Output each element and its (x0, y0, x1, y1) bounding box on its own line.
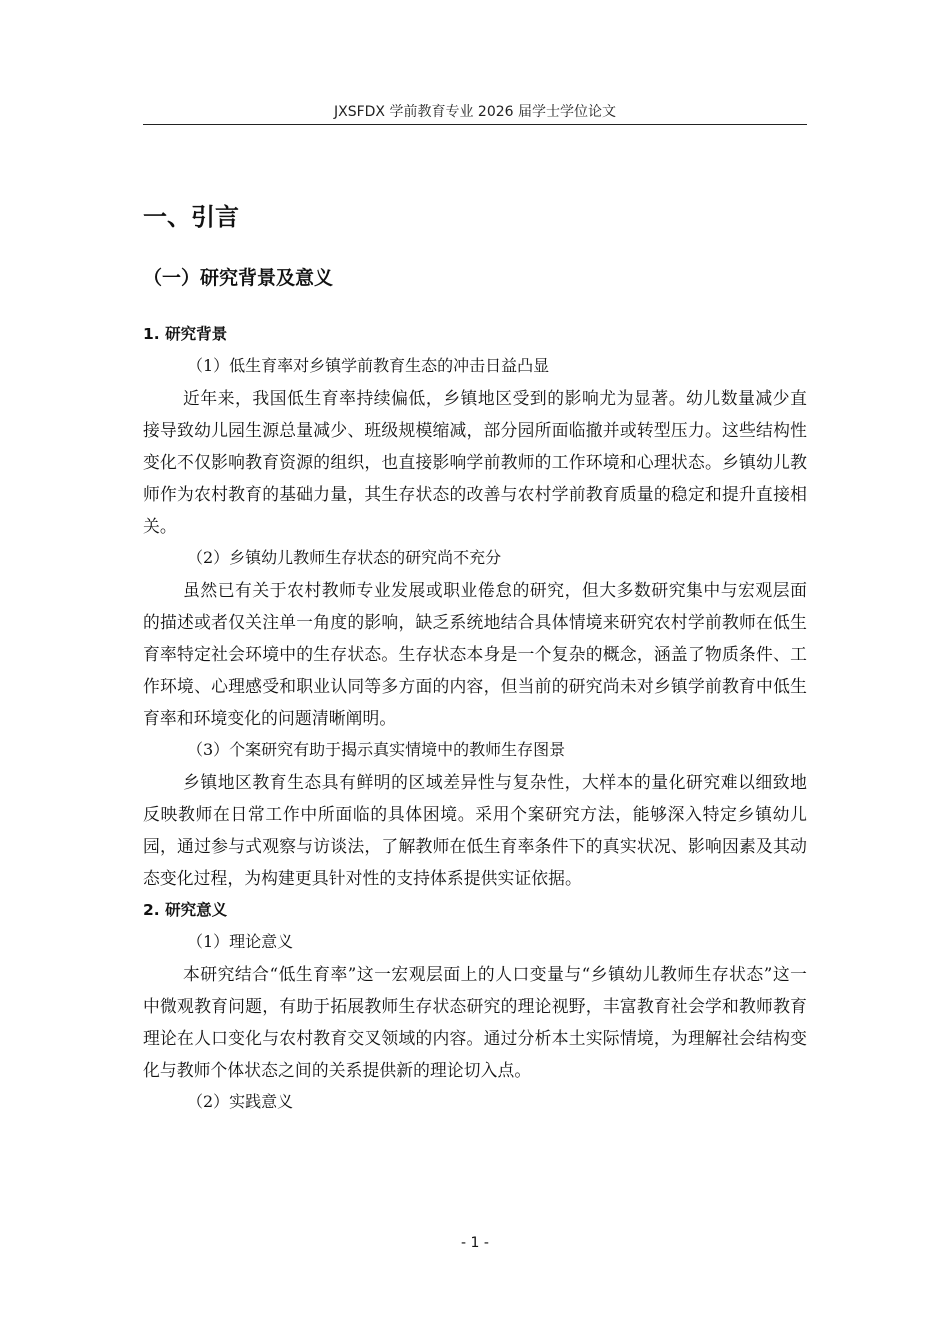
point-heading: （1）低生育率对乡镇学前教育生态的冲击日益凸显 (187, 356, 550, 375)
chapter-title: 一、引言 (143, 203, 239, 231)
body-paragraph: 乡镇地区教育生态具有鲜明的区域差异性与复杂性，大样本的量化研究难以细致地反映教师在日常工作中所面临的具体困境。采用个案研究方法，能够深入特定乡镇幼儿园，通过参与式观察与访谈法，了解教师在低生育率条件下的真实状况、影响因素及其动态变化过程，为构建更具针对性的支持体系提供实证依据。 (143, 772, 807, 888)
body-paragraph: 虽然已有关于农村教师专业发展或职业倦怠的研究，但大多数研究集中与宏观层面的描述或者仅关注单一角度的影响，缺乏系统地结合具体情境来研究农村学前教师在低生育率特定社会环境中的生存状态。生存状态本身是一个复杂的概念，涵盖了物质条件、工作环境、心理感受和职业认同等多方面的内容，但当前的研究尚未对乡镇学前教育中低生育率和环境变化的问题清晰阐明。 (143, 580, 807, 728)
subsection-heading-background: 1. 研究背景 (143, 325, 228, 343)
page-number: - 1 - (461, 1235, 489, 1251)
point-heading: （2）实践意义 (187, 1092, 294, 1111)
header-divider (143, 124, 807, 125)
subsection-heading-significance: 2. 研究意义 (143, 901, 228, 919)
point-heading: （3）个案研究有助于揭示真实情境中的教师生存图景 (187, 740, 566, 759)
running-header: JXSFDX 学前教育专业 2026 届学士学位论文 (333, 104, 616, 120)
point-heading: （2）乡镇幼儿教师生存状态的研究尚不充分 (187, 548, 502, 567)
section-title: （一）研究背景及意义 (143, 267, 334, 289)
body-paragraph: 本研究结合“低生育率”这一宏观层面上的人口变量与“乡镇幼儿教师生存状态”这一中微观教育问题，有助于拓展教师生存状态研究的理论视野，丰富教育社会学和教师教育理论在人口变化与农村教育交叉领域的内容。通过分析本土实际情境，为理解社会结构变化与教师个体状态之间的关系提供新的理论切入点。 (143, 964, 807, 1080)
point-heading: （1）理论意义 (187, 932, 294, 951)
body-paragraph: 近年来，我国低生育率持续偏低，乡镇地区受到的影响尤为显著。幼儿数量减少直接导致幼儿园生源总量减少、班级规模缩减，部分园所面临撤并或转型压力。这些结构性变化不仅影响教育资源的组织，也直接影响学前教师的工作环境和心理状态。乡镇幼儿教师作为农村教育的基础力量，其生存状态的改善与农村学前教育质量的稳定和提升直接相关。 (143, 388, 807, 536)
document-body (143, 190, 807, 1118)
